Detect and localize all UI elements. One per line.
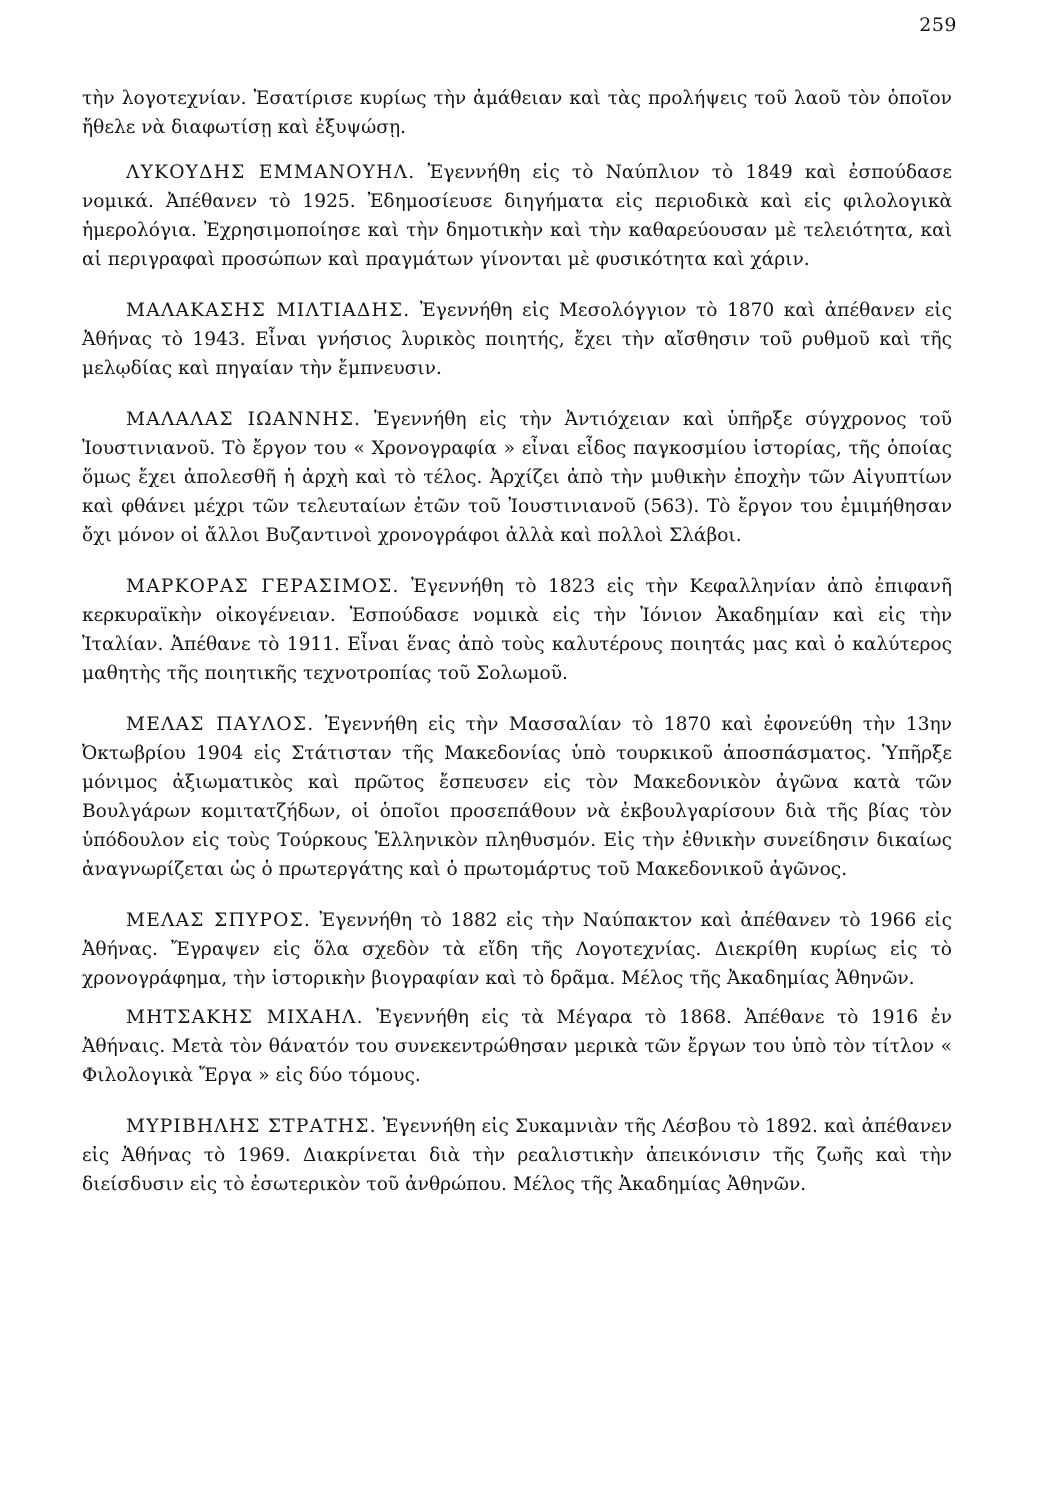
entry-text: Ἐγεννήθη εἰς τὴν Ἀντιόχειαν καὶ ὑπῆρξε σύγχρονος τοῦ Ἰουστινιανοῦ. Τὸ ἔργον του « Χρονογραφία » εἶναι εἶδος παγκοσμίου ἱστορίας, τῆς ὁποίας ὅμως ἔχει ἀπολεσθῆ ἡ ἀρχὴ καὶ τὸ τέλος. Ἀρχίζει ἀπὸ τὴν μυθικὴν ἐποχὴν τῶν Αἰγυπτίων καὶ φθάνει μέχρι τῶν τελευταίων ἐτῶν τοῦ Ἰουστινιανοῦ (563). Τὸ ἔργον του ἐμιμήθησαν ὄχι μόνον οἱ ἄλλοι Βυζαντινοὶ χρονογράφοι ἀλλὰ καὶ πολλοὶ Σλάβοι. — [82, 409, 952, 546]
entry-name: ΜΑΛΑΛΑΣ ΙΩΑΝΝΗΣ. — [126, 409, 362, 430]
entry-malalas — [82, 405, 952, 550]
entry-name: ΜΑΡΚΟΡΑΣ ΓΕΡΑΣΙΜΟΣ. — [126, 576, 400, 597]
entry-melas-pavlos — [82, 710, 952, 884]
entry-lykoudis — [82, 158, 952, 274]
entry-name: ΜΕΛΑΣ ΠΑΥΛΟΣ. — [126, 714, 315, 735]
page-number: 259 — [919, 14, 957, 36]
entry-mitsakis — [82, 1003, 952, 1090]
entry-melas-spyros — [82, 906, 952, 993]
intro-paragraph: τὴν λογοτεχνίαν. Ἐσατίρισε κυρίως τὴν ἀμάθειαν καὶ τὰς προλήψεις τοῦ λαοῦ τὸν ὁποῖον ἤθελε νὰ διαφωτίσῃ καὶ ἐξυψώσῃ. — [82, 88, 952, 138]
entry-markoras — [82, 572, 952, 688]
entry-name: ΜΗΤΣΑΚΗΣ ΜΙΧΑΗΛ. — [126, 1007, 364, 1028]
entry-name: ΜΕΛΑΣ ΣΠΥΡΟΣ. — [126, 910, 312, 931]
entry-name: ΜΥΡΙΒΗΛΗΣ ΣΤΡΑΤΗΣ. — [126, 1116, 377, 1137]
entry-text: Ἐγεννήθη τὸ 1823 εἰς τὴν Κεφαλληνίαν ἀπὸ ἐπιφανῆ κερκυραϊκὴν οἰκογένειαν. Ἐσπούδασε νομικὰ εἰς τὴν Ἰόνιον Ἀκαδημίαν καὶ εἰς τὴν Ἰταλίαν. Ἀπέθανε τὸ 1911. Εἶναι ἕνας ἀπὸ τοὺς καλυτέρους ποιητάς μας καὶ ὁ καλύτερος μαθητὴς τῆς ποιητικῆς τεχνοτροπίας τοῦ Σολωμοῦ. — [82, 576, 952, 684]
entry-text: Ἐγεννήθη τὸ 1882 εἰς τὴν Ναύπακτον καὶ ἀπέθανεν τὸ 1966 εἰς Ἀθήνας. Ἔγραψεν εἰς ὅλα σχεδὸν τὰ εἴδη τῆς Λογοτεχνίας. Διεκρίθη κυρίως εἰς τὸ χρονογράφημα, τὴν ἱστορικὴν βιογραφίαν καὶ τὸ δρᾶμα. Μέλος τῆς Ἀκαδημίας Ἀθηνῶν. — [82, 910, 952, 989]
entry-name: ΛΥΚΟΥΔΗΣ ΕΜΜΑΝΟΥΗΛ. — [126, 162, 416, 183]
entry-text: Ἐγεννήθη εἰς τὴν Μασσαλίαν τὸ 1870 καὶ ἐφονεύθη τὴν 13ην Ὀκτωβρίου 1904 εἰς Στάτισταν τῆς Μακεδονίας ὑπὸ τουρκικοῦ ἀποσπάσματος. Ὑπῆρξε μόνιμος ἀξιωματικὸς καὶ πρῶτος ἔσπευσεν εἰς τὸν Μακεδονικὸν ἀγῶνα κατὰ τῶν Βουλγάρων κομιτατζήδων, οἱ ὁποῖοι προσεπάθουν νὰ ἐκβουλγαρίσουν διὰ τῆς βίας τὸν ὑπόδουλον εἰς τοὺς Τούρκους Ἑλληνικὸν πληθυσμόν. Εἰς τὴν ἐθνικὴν συνείδησιν δικαίως ἀναγνωρίζεται ὡς ὁ πρωτεργάτης καὶ ὁ πρωτομάρτυς τοῦ Μακεδονικοῦ ἀγῶνος. — [82, 714, 952, 880]
entry-text: Ἐγεννήθη εἰς Συκαμνιὰν τῆς Λέσβου τὸ 1892. καὶ ἀπέθανεν εἰς Ἀθήνας τὸ 1969. Διακρίνεται διὰ τὴν ρεαλιστικὴν ἀπεικόνισιν τῆς ζωῆς καὶ τὴν διείσδυσιν εἰς τὸ ἐσωτερικὸν τοῦ ἀνθρώπου. Μέλος τῆς Ἀκαδημίας Ἀθηνῶν. — [82, 1116, 952, 1195]
entry-myrivilis — [82, 1112, 952, 1199]
entry-text: Ἐγεννήθη εἰς τὰ Μέγαρα τὸ 1868. Ἀπέθανε τὸ 1916 ἐν Ἀθήναις. Μετὰ τὸν θάνατόν του συνεκεντρώθησαν μερικὰ τῶν ἔργων του ὑπὸ τὸν τίτλον « Φιλολογικὰ Ἔργα » εἰς δύο τόμους. — [82, 1007, 952, 1086]
entry-text: Ἐγεννήθη εἰς Μεσολόγγιον τὸ 1870 καὶ ἀπέθανεν εἰς Ἀθήνας τὸ 1943. Εἶναι γνήσιος λυρικὸς ποιητής, ἔχει τὴν αἴσθησιν τοῦ ρυθμοῦ καὶ τῆς μελῳδίας καὶ πηγαίαν τὴν ἔμπνευσιν. — [82, 300, 952, 379]
entry-malakasis — [82, 296, 952, 383]
entry-text: Ἐγεννήθη εἰς τὸ Ναύπλιον τὸ 1849 καὶ ἐσπούδασε νομικά. Ἀπέθανεν τὸ 1925. Ἐδημοσίευσε διηγήματα εἰς περιοδικὰ καὶ εἰς φιλολογικὰ ἡμερολόγια. Ἐχρησιμοποίησε καὶ τὴν δημοτικὴν καὶ τὴν καθαρεύουσαν μὲ τελειότητα, καὶ αἱ περιγραφαὶ προσώπων καὶ πραγμάτων γίνονται μὲ φυσικότητα καὶ χάριν. — [82, 162, 952, 270]
page-body — [82, 84, 952, 1221]
entry-name: ΜΑΛΑΚΑΣΗΣ ΜΙΛΤΙΑΔΗΣ. — [126, 300, 411, 321]
